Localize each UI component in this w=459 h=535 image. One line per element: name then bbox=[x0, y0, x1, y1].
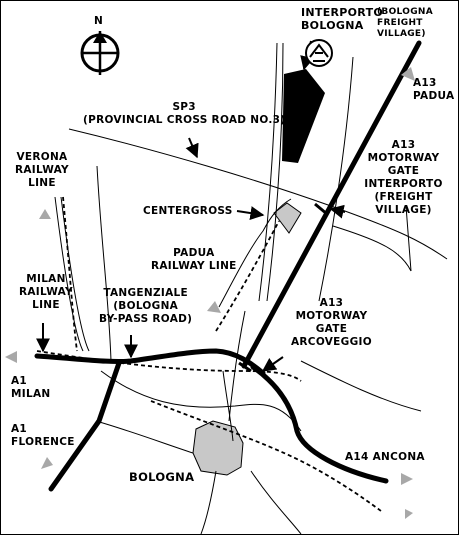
interporto-gate-mark bbox=[315, 204, 327, 214]
padua-railway-label: PADUA RAILWAY LINE bbox=[151, 247, 237, 272]
milan-railway-label: MILAN RAILWAY LINE bbox=[19, 273, 73, 311]
tangenziale-bypass bbox=[37, 351, 263, 373]
a13-gate-interporto-label: A13 MOTORWAY GATE INTERPORTO (FREIGHT VILLAGE) bbox=[364, 139, 443, 216]
a13-gate-arcoveggio-label: A13 MOTORWAY GATE ARCOVEGGIO bbox=[291, 297, 372, 348]
bologna-city-area bbox=[193, 421, 243, 475]
road-north-1 bbox=[97, 166, 111, 361]
sp3-label: SP3 (PROVINCIAL CROSS ROAD NO.3) bbox=[83, 101, 286, 126]
sp3-pointer-arrow bbox=[189, 138, 197, 157]
direction-arrow-ancona bbox=[401, 473, 413, 485]
road-south bbox=[201, 471, 216, 534]
road-east bbox=[301, 361, 421, 411]
direction-arrow-padua-railway bbox=[207, 301, 221, 313]
interporto-access-road bbox=[259, 43, 277, 301]
road-west bbox=[96, 421, 193, 453]
interporto-access-road-2 bbox=[267, 43, 283, 301]
verona-railway-label: VERONA RAILWAY LINE bbox=[15, 151, 69, 189]
direction-arrow-verona bbox=[39, 209, 51, 219]
freight-village-paren-label: (BOLOGNA FREIGHT VILLAGE) bbox=[377, 7, 433, 39]
tangenziale-label: TANGENZIALE (BOLOGNA BY-PASS ROAD) bbox=[99, 287, 193, 325]
bologna-label: BOLOGNA bbox=[129, 470, 195, 484]
north-label: N bbox=[94, 15, 104, 27]
north-compass-icon bbox=[82, 31, 118, 75]
interporto-logo-icon bbox=[306, 40, 332, 66]
interporto-label: INTERPORTO BOLOGNA bbox=[301, 6, 384, 32]
a1-milan-label: A1 MILAN bbox=[11, 375, 51, 400]
centergross-area bbox=[274, 203, 301, 233]
a1-florence-label: A1 FLORENCE bbox=[11, 423, 75, 448]
direction-arrow-south bbox=[405, 509, 413, 519]
direction-arrow-milan bbox=[5, 351, 17, 363]
interporto-block bbox=[282, 69, 325, 163]
centergross-label: CENTERGROSS bbox=[143, 205, 233, 217]
a13-padua-label: A13 PADUA bbox=[413, 77, 455, 102]
direction-arrow-florence bbox=[41, 457, 53, 469]
arcoveggio-gate-pointer-arrow bbox=[263, 357, 283, 371]
centergross-pointer-arrow bbox=[237, 211, 263, 215]
a14-ancona-label: A14 ANCONA bbox=[345, 451, 425, 463]
road-south-east bbox=[251, 471, 301, 534]
